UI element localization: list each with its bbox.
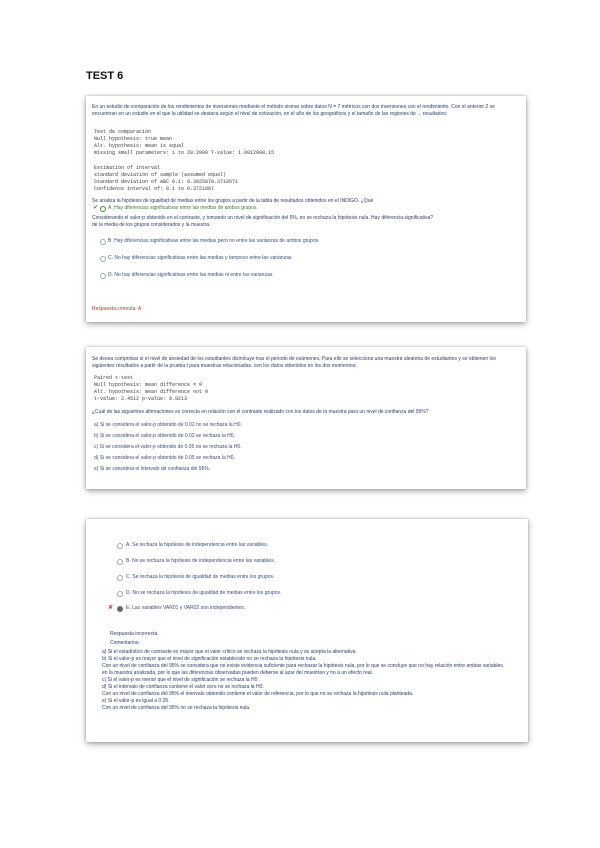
question-screenshot-2 xyxy=(86,347,526,489)
radio-option-c[interactable] xyxy=(117,575,123,581)
comment-line: c) Si el valor-p es menor que el nivel de significación se rechaza la H0. xyxy=(102,677,259,683)
intro-line: encuentran en un estudio en el que la utilidad se destaca según el nivel de cotización, en el año de los geográficos y el tamaño de las regiones de ... resultados: xyxy=(92,111,448,117)
question-text: Se analiza la hipótesis de igualdad de medias entre los grupos a partir de la tabla de resultados obtenidos en el INDIGO. ¿Qué xyxy=(92,198,374,204)
code-line: Alt. hypothesis: mean is equal xyxy=(94,143,185,149)
option-label: B. Hay diferencias significativas entre las medias pero no entre las varianzas de ambos grupos. xyxy=(108,238,320,244)
question-text: ¿Cuál de las siguientes afirmaciones es correcta en relación con el contraste realizado con los datos de la muestra para un nivel de confianza del 95%? xyxy=(92,409,429,415)
option-label[interactable]: c) Si se considera el valor-p obtenido de 0.05 no se rechaza la H0. xyxy=(94,444,242,450)
code-line: Standard deviation of ABC 0.1: 0.3025870.3710571 xyxy=(94,179,239,185)
radio-option-selected[interactable] xyxy=(117,606,123,612)
code-line: Paired t-test xyxy=(94,375,134,381)
code-line: Alt. hypothesis: mean difference not 0 xyxy=(94,389,209,395)
question-screenshot-3 xyxy=(86,519,528,742)
correct-option: A. Hay diferencias significativas entre las medias de ambos grupos. xyxy=(108,205,258,211)
explanation-line: de la media de los grupos considerados y la muestra. xyxy=(92,222,211,228)
comment-line: d) Si el intervalo de confianza contiene el valor cero no se rechaza la H0. xyxy=(102,684,264,690)
comment-line: Con un nivel de confianza del 95% no se rechaza la hipótesis nula. xyxy=(102,705,251,711)
comment-line: a) Si el estadístico de contraste es mayor que el valor crítico se rechaza la hipótesis nula y se acepta la alternativa. xyxy=(102,649,357,655)
code-line: Estimation of interval xyxy=(94,165,161,171)
intro-line: Se desea comprobar si el nivel de ansiedad de los estudiantes disminuye tras el periodo de exámenes. Para ello se selecciona una muestra aleatoria de estudiantes y se obtienen los xyxy=(92,356,496,362)
explanation-line: Considerando el valor-p obtenido en el contraste, y tomando un nivel de significación del 5%, no se rechaza la hipótesis nula. Hay diferencia significativa? xyxy=(92,215,434,221)
cross-icon: ✘ xyxy=(108,605,114,611)
selected-option-label: E. Las variables VAR01 y VAR02 son independientes. xyxy=(126,605,246,611)
option-label[interactable]: a) Si se considera el valor-p obtenido de 0.02 no se rechaza la H0. xyxy=(94,422,242,428)
option-label: A. Se rechaza la hipótesis de independencia entre las variables. xyxy=(126,542,269,548)
comment-line: en la muestra analizada, por lo que las diferencias observadas pueden deberse al azar del muestreo y no a un efecto real. xyxy=(102,670,374,676)
option-label[interactable]: b) Si se considera el valor-p obtenido de 0.02 se rechaza la H0. xyxy=(94,433,235,439)
code-line: Confidence interval of: 0.1 to 0.3721087 xyxy=(94,186,215,192)
code-line: Test de comparación xyxy=(94,129,152,135)
checkmark-icon: ✔ xyxy=(93,205,99,211)
option-label: C. No hay diferencias significativas entre las medias y tampoco entre las varianzas. xyxy=(108,255,293,261)
feedback-title: Respuesta incorrecta. xyxy=(110,631,159,637)
option-label[interactable]: e) Si se considera el intervalo de confianza del 95%. xyxy=(94,466,211,472)
option-label: C. Se rechaza la hipótesis de igualdad de medias entre los grupos. xyxy=(126,574,275,580)
radio-option-d[interactable] xyxy=(100,273,106,279)
intro-line: En un estudio de comparación de los rendimientos de inversiones mediante el método sismar sobre datos N = 7 métricos con dos inversiones con el rendimiento. Con el anterior 2 se xyxy=(92,104,495,110)
radio-option-d[interactable] xyxy=(117,591,123,597)
code-line: t-value: 2.4512 p-value: 0.0213 xyxy=(94,396,188,402)
code-line: missing small parameters: 1 to 20.2000 T-value: 1.0012990.15 xyxy=(94,150,275,156)
intro-line: siguientes resultados a partir de la prueba t para muestras relacionadas, con los datos obtenidos en los dos momentos: xyxy=(92,363,357,369)
option-label[interactable]: d) Si se considera el valor-p obtenido de 0.05 se rechaza la H0. xyxy=(94,455,235,461)
code-line: Null hypothesis: mean difference = 0 xyxy=(94,382,203,388)
radio-option-b[interactable] xyxy=(100,239,106,245)
test-title: TEST 6 xyxy=(86,70,124,82)
radio-option-c[interactable] xyxy=(100,256,106,262)
radio-option-b[interactable] xyxy=(117,559,123,565)
code-line: Null hypothesis: true mean xyxy=(94,136,173,142)
comment-line: b) Si el valor-p es mayor que el nivel de significación establecido no se rechaza la hipótesis nula. xyxy=(102,656,317,662)
question-screenshot-1 xyxy=(86,96,526,322)
option-label: D. No hay diferencias significativas entre las medias ni entre las varianzas. xyxy=(108,272,274,278)
option-label: B. No se rechaza la hipótesis de independencia entre las variables. xyxy=(126,558,275,564)
comment-line: Con un nivel de confianza del 95% se considera que no existe evidencia suficiente para rechazar la hipótesis nula, por lo que se concluye que no hay relación entre ambas variables. xyxy=(102,663,505,669)
correct-answer-footer: Respuesta correcta: A xyxy=(92,306,142,312)
comment-line: e) Si el valor-p es igual a 0.05. xyxy=(102,698,170,704)
comment-line: Con un nivel de confianza del 95% el intervalo obtenido contiene el valor de referencia, por lo que no se rechaza la hipótesis nula planteada. xyxy=(102,691,414,697)
code-line: standard deviation of sample (assumed equal) xyxy=(94,172,227,178)
radio-option-a[interactable] xyxy=(100,206,106,212)
feedback-subtitle: Comentarios: xyxy=(110,640,140,646)
option-label: D. No se rechaza la hipótesis de igualdad de medias entre los grupos. xyxy=(126,590,282,596)
radio-option-a[interactable] xyxy=(117,543,123,549)
